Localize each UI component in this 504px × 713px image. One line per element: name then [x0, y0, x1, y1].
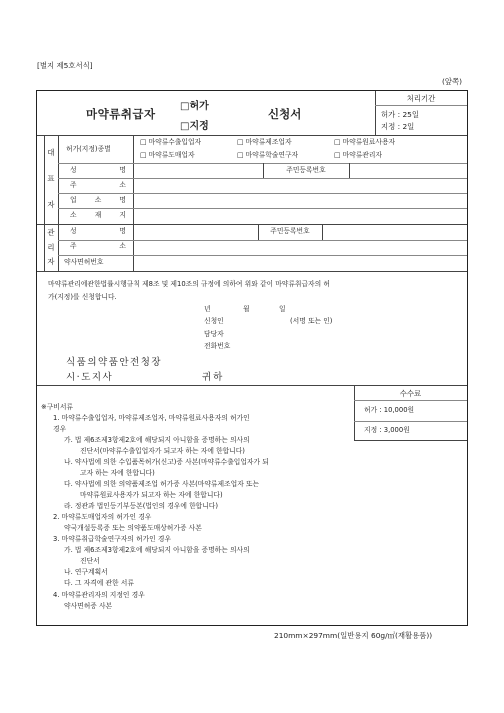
title-option-permit: □허가: [180, 101, 209, 112]
doc-line: 마약류원료사용자가 되고자 하는 자에 한합니다): [80, 491, 223, 499]
recipient-suffix: 귀하: [202, 372, 225, 383]
doc-line: 다. 그 자격에 관한 서류: [64, 579, 134, 587]
doc-line: 나. 약사법에 의한 수입품목허가(신고)증 사본(마약류수출입업자가 되: [64, 458, 269, 466]
manager-address-field[interactable]: [134, 241, 466, 254]
processing-period-label: 처리기간: [406, 94, 436, 103]
title-option-designate: □지정: [180, 121, 209, 132]
doc-line: 나. 연구계획서: [64, 568, 108, 576]
pharmacist-license-field[interactable]: [134, 256, 466, 270]
doc-line: 가. 법 제6조제3항제2호에 해당되지 아니함을 증명하는 의사의: [64, 436, 250, 444]
business-location-field[interactable]: [134, 209, 466, 223]
representative-section-label: 대 표 자: [47, 148, 55, 210]
fee-label: 수수료: [399, 389, 422, 398]
processing-designate-days: 지정 : 2일: [381, 122, 415, 131]
doc-line: 고자 하는 자에 한합니다): [80, 469, 155, 477]
person-in-charge-label: 담당자: [204, 330, 224, 338]
application-statement-line2: 가(지정)를 신청합니다.: [48, 293, 117, 301]
rep-address-field[interactable]: [134, 179, 466, 192]
sign-or-seal-note: (서명 또는 인): [290, 317, 333, 325]
rep-address-label: 주 소: [70, 181, 126, 189]
business-name-label: 업 소 명: [70, 196, 126, 204]
paper-spec-footer: 210mm×297mm(일반용지 60g/㎡(재활용품)): [274, 631, 433, 640]
applicant-label: 신청인: [204, 317, 224, 325]
manager-name-label: 성 명: [70, 227, 126, 235]
form-number: [별지 제5호서식]: [37, 61, 93, 70]
doc-line: 가. 법 제6조제3항제2호에 해당되지 아니함을 증명하는 의사의: [64, 546, 250, 554]
checkbox-narcotics-raw-material-user[interactable]: □ 마약류원료사용자: [334, 138, 396, 146]
doc-line: 약국개설등록증 또는 의약품도매상허가증 사본: [64, 524, 202, 532]
fee-designate: 지정 : 3,000원: [364, 426, 410, 434]
doc-line: 4. 마약류관리자의 지정인 경우: [53, 591, 145, 599]
fee-permit: 허가 : 10,000원: [364, 406, 415, 414]
doc-line: 3. 마약류취급학술연구자의 허가인 경우: [53, 535, 172, 543]
checkbox-narcotics-wholesaler[interactable]: □ 마약류도매업자: [140, 151, 195, 159]
manager-name-field[interactable]: [134, 225, 258, 239]
checkbox-narcotics-manager[interactable]: □ 마약류관리자: [334, 151, 382, 159]
business-location-label: 소 재 지: [70, 211, 126, 219]
doc-line: 1. 마약류수출입업자, 마약류제조업자, 마약류원료사용자의 허가인: [53, 414, 250, 422]
manager-section-label: 관 리 자: [47, 228, 55, 267]
rep-name-label: 성 명: [70, 166, 126, 174]
date-month-label: 월: [243, 305, 250, 313]
date-day-label: 일: [279, 305, 286, 313]
doc-line: 진단서: [80, 557, 100, 565]
form-title: 마약류취급자: [86, 107, 156, 121]
doc-line: 2. 마약류도매업자의 허가인 경우: [53, 513, 152, 521]
date-year-label: 년: [204, 305, 211, 313]
doc-line: 경우: [53, 425, 67, 433]
doc-line: 약사면허증 사본: [64, 602, 113, 610]
processing-permit-days: 허가 : 25일: [381, 110, 420, 119]
pharmacist-license-label: 약사면허번호: [64, 258, 104, 266]
checkbox-narcotics-importer-exporter[interactable]: □ 마약류수출입업자: [140, 138, 202, 146]
doc-line: 진단서(마약류수출입업자가 되고자 하는 자에 한합니다): [80, 447, 245, 455]
business-name-field[interactable]: [134, 194, 466, 207]
checkbox-narcotics-manufacturer[interactable]: □ 마약류제조업자: [237, 138, 292, 146]
rep-rrn-field[interactable]: [350, 164, 466, 177]
application-statement-line1: 마약류관리에관한법률시행규칙 제8조 및 제10조의 규정에 의하여 위와 같이 마약류취급자의 허: [48, 280, 330, 288]
page-side-label: (앞쪽): [442, 77, 463, 86]
rep-name-field[interactable]: [134, 164, 263, 177]
manager-rrn-label: 주민등록번호: [270, 227, 310, 235]
recipient-kfda: 식품의약품안전청장: [66, 357, 163, 368]
license-type-label: 허가(지정)종별: [66, 145, 111, 153]
phone-number-label: 전화번호: [204, 342, 231, 350]
recipient-governor: 시·도지사: [66, 372, 114, 383]
manager-address-label: 주 소: [70, 242, 126, 250]
manager-rrn-field[interactable]: [323, 225, 466, 239]
doc-line: 라. 정관과 법인등기부등본(법인의 경우에 한합니다): [64, 502, 218, 510]
title-suffix: 신청서: [268, 107, 302, 121]
checkbox-narcotics-researcher[interactable]: □ 마약류학술연구자: [237, 151, 299, 159]
required-documents-title: ※구비서류: [41, 403, 73, 411]
doc-line: 다. 약사법에 의한 의약품제조업 허가증 사본(마약류제조업자 또는: [64, 480, 260, 488]
rep-rrn-label: 주민등록번호: [286, 166, 326, 174]
